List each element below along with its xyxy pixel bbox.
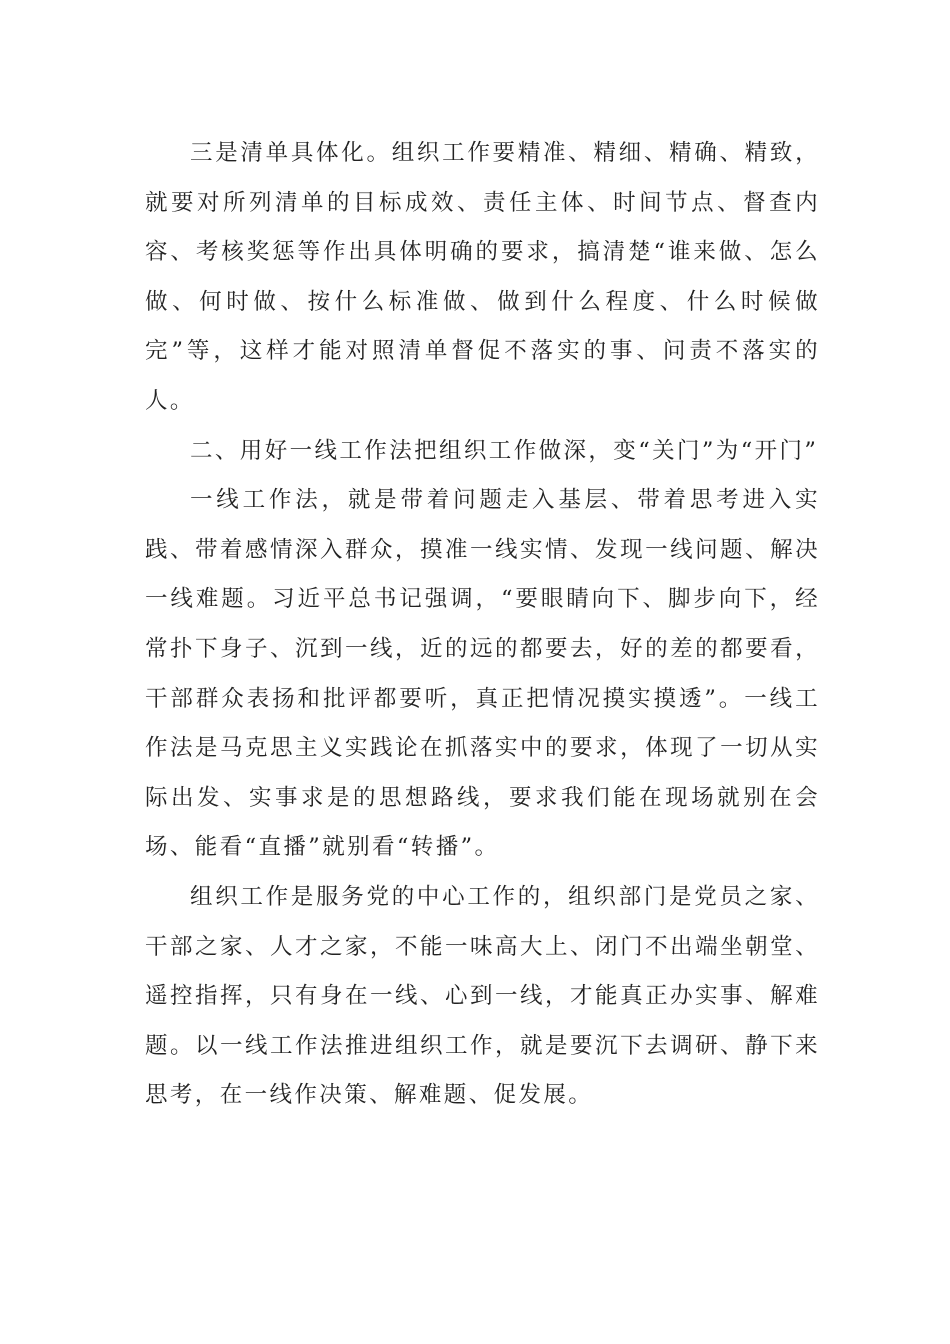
section-heading-frontline-method: 二、用好一线工作法把组织工作做深，变“关门”为“开门” [190, 437, 819, 464]
paragraph-organization-work: 组织工作是服务党的中心工作的，组织部门是党员之家、干部之家、人才之家，不能一味高大上、闭门不出端坐朝堂、遥控指挥，只有身在一线、心到一线，才能真正办实事、解难题。以一线工作法推进组织工作，就是要沉下去调研、静下来思考，在一线作决策、解难题、促发展。 [145, 883, 820, 1109]
paragraph-frontline-method: 一线工作法，就是带着问题走入基层、带着思考进入实践、带着感情深入群众，摸准一线实情、发现一线问题、解决一线难题。习近平总书记强调，“要眼睛向下、脚步向下，经常扑下身子、沉到一线，近的远的都要去，好的差的都要看，干部群众表扬和批评都要听，真正把情况摸实摸透”。一线工作法是马克思主义实践论在抓落实中的要求，体现了一切从实际出发、实事求是的思想路线，要求我们能在现场就别在会场、能看“直播”就别看“转播”。 [145, 487, 820, 861]
paragraph-checklist-specific: 三是清单具体化。组织工作要精准、精细、精确、精致，就要对所列清单的目标成效、责任主体、时间节点、督查内容、考核奖惩等作出具体明确的要求，搞清楚“谁来做、怎么做、何时做、按什么标准做、做到什么程度、什么时候做完”等，这样才能对照清单督促不落实的事、问责不落实的人。 [145, 140, 820, 414]
document-body [145, 129, 820, 1121]
